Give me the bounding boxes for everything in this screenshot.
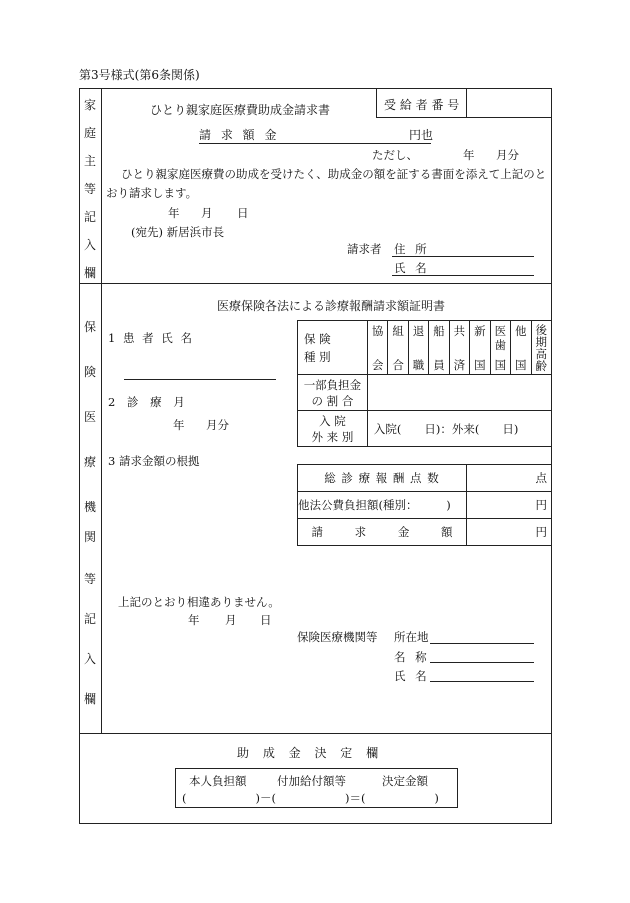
request-text-line2: おり請求します。 [106, 186, 198, 200]
tadashi-label: ただし、 [372, 148, 418, 162]
claim-amount-underline [199, 143, 431, 144]
side-char: 入 [83, 652, 96, 666]
side-char: 医 [83, 410, 96, 424]
location-field[interactable] [432, 629, 532, 642]
insurance-type-header [298, 321, 368, 375]
other-public-field[interactable]: 円 [467, 492, 552, 519]
side-char: 関 [83, 530, 96, 544]
insurance-table [297, 320, 552, 447]
request-text-line1: ひとり親家庭医療費の助成を受けたく、助成金の額を証する書面を添えて上記のと [121, 167, 547, 181]
recipient-number-divider [466, 88, 467, 118]
cert-date-month: 月 [225, 613, 237, 627]
claimant-name-underline [392, 275, 534, 276]
claimant-name-field[interactable] [432, 261, 532, 274]
treatment-month-portion: 月分 [206, 418, 229, 432]
insurance-type-kouki[interactable]: 後 期 高 齢 [531, 321, 551, 375]
insurance-type-taishoku[interactable]: 退 職 [408, 321, 428, 375]
section-divider-1 [79, 283, 552, 284]
date-day: 日 [237, 206, 249, 220]
date-year: 年 [168, 206, 180, 220]
addressee: (宛先) 新居浜市長 [131, 225, 225, 239]
treatment-year: 年 [173, 418, 185, 432]
claim-amount-unit: 円也 [409, 128, 434, 142]
side-char: 保 [83, 320, 96, 334]
decision-title: 助 成 金 決 定 欄 [237, 746, 379, 760]
address-field[interactable] [432, 242, 532, 255]
side-char: 庭 [83, 126, 96, 140]
patient-name-label: 1 患 者 氏 名 [108, 331, 192, 345]
location-underline [430, 643, 534, 644]
decided-amount-label: 決定金額 [382, 774, 428, 788]
insurance-type-label1: 保 険 [304, 331, 331, 346]
amount-table [297, 464, 552, 546]
claim-amount-label: 請 求 額 金 [199, 128, 277, 142]
self-pay-label: 本人負担額 [189, 774, 247, 788]
side-char: 家 [83, 98, 96, 112]
recipient-number-label: 受 給 者 番 号 [384, 98, 460, 112]
location-label: 所在地 [394, 630, 429, 644]
insurance-type-senin[interactable]: 船 員 [429, 321, 449, 375]
side-char: 療 [83, 455, 96, 469]
confirmation-text: 上記のとおり相違ありません。 [118, 595, 280, 609]
person-name-field[interactable] [432, 667, 532, 680]
address-label: 住 所 [394, 242, 427, 256]
institution-name-underline [430, 662, 534, 663]
side-char: 主 [83, 154, 96, 168]
section-divider-2 [79, 733, 552, 734]
institution-name-field[interactable] [432, 648, 532, 661]
side-char: 記 [83, 210, 96, 224]
side-column-line [101, 88, 102, 733]
institution-label: 保険医療機関等 [297, 630, 378, 644]
insurance-type-label2: 種 別 [304, 349, 331, 364]
side-char: 欄 [83, 692, 96, 706]
inout-field[interactable]: 入院( 日)：外来( 日) [367, 411, 551, 447]
side-char: 記 [83, 612, 96, 626]
insurance-type-kyokai[interactable]: 協 会 [367, 321, 387, 375]
treatment-month-label: 2 診 療 月 [108, 395, 185, 409]
month-portion-label: 月分 [496, 148, 519, 162]
insurance-type-ishikoku[interactable]: 医 歯 国 [490, 321, 510, 375]
person-name-label: 氏 名 [394, 669, 427, 683]
institution-name-label: 名 称 [394, 650, 427, 664]
total-points-field[interactable]: 点 [467, 465, 552, 492]
inout-label: 入 院 外 来 別 [298, 411, 368, 447]
side-char: 険 [83, 365, 96, 379]
side-char: 等 [83, 182, 96, 196]
insurance-type-kyosai[interactable]: 共 済 [449, 321, 469, 375]
certificate-title: 医療保険各法による診療報酬請求額証明書 [217, 299, 446, 313]
claim-amount-field[interactable] [302, 127, 408, 141]
insurance-type-kumiai[interactable]: 組 合 [388, 321, 408, 375]
side-char: 欄 [83, 266, 96, 280]
claim-basis-label: 3 請求金額の根拠 [108, 454, 200, 468]
patient-name-field[interactable] [126, 362, 274, 377]
total-points-label: 総 診 療 報 酬 点 数 [298, 465, 467, 492]
address-underline [392, 256, 534, 257]
date-month: 月 [201, 206, 213, 220]
copay-ratio-field[interactable] [367, 375, 551, 411]
year-label: 年 [463, 148, 475, 162]
cert-date-year: 年 [188, 613, 200, 627]
claimant-name-label: 氏 名 [394, 261, 427, 275]
insurance-type-takoku[interactable]: 他 国 [511, 321, 531, 375]
side-char: 入 [83, 238, 96, 252]
claim-amount-field-2[interactable]: 円 [467, 519, 552, 546]
claim-amount-label-2: 請 求 金 額 [298, 519, 467, 546]
side-char: 等 [83, 572, 96, 586]
other-public-label: 他法公費負担額(種別： ) [298, 492, 467, 519]
form-title: ひとり親家庭医療費助成金請求書 [150, 103, 331, 117]
person-name-underline [430, 681, 534, 682]
additional-benefit-label: 付加給付額等 [277, 774, 346, 788]
copay-ratio-label: 一部負担金 の 割 合 [298, 375, 368, 411]
decision-formula[interactable]: ( )－( )＝( ) [182, 791, 439, 805]
patient-name-underline [124, 379, 276, 380]
side-char: 機 [83, 500, 96, 514]
cert-date-day: 日 [260, 613, 272, 627]
claimant-label: 請求者 [347, 242, 382, 256]
insurance-type-shinkoku[interactable]: 新 国 [470, 321, 490, 375]
form-number-label: 第3号様式(第6条関係) [79, 68, 200, 82]
